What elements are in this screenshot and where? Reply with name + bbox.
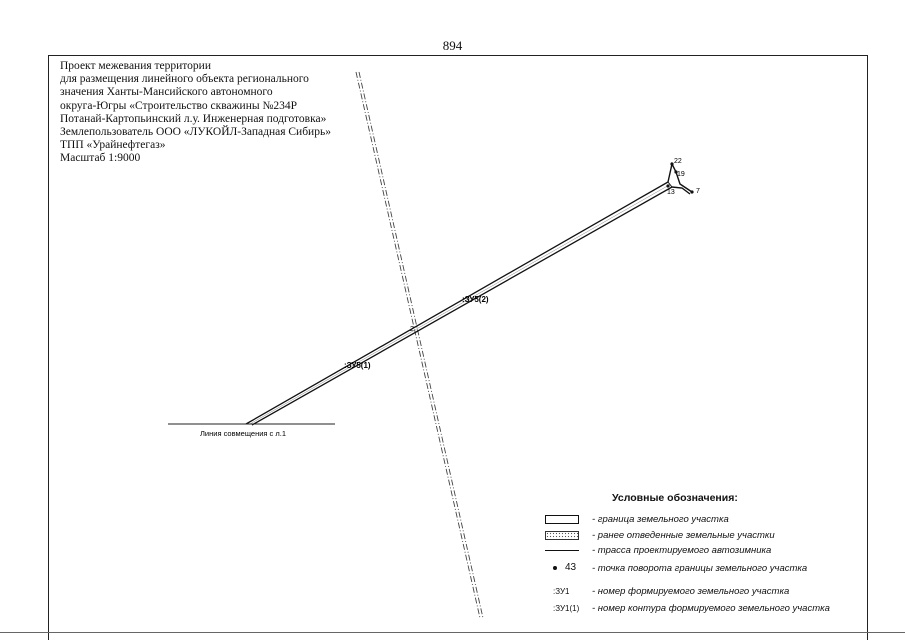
turning-point xyxy=(690,190,693,193)
turning-point-symbol xyxy=(553,566,557,570)
info-line: Масштаб 1:9000 xyxy=(60,152,141,165)
previous-plots-symbol xyxy=(545,531,579,540)
point-number: 13 xyxy=(667,189,675,196)
point-number: 7 xyxy=(696,188,700,195)
info-line: Землепользователь ООО «ЛУКОЙЛ-Западная Сибирь» xyxy=(60,126,331,139)
info-line: Проект межевания территории xyxy=(60,60,211,72)
legend-item-label: - трасса проектируемого автозимника xyxy=(592,545,772,556)
land-plot-boundary xyxy=(246,182,672,425)
info-line: ТПП «Урайнефтегаз» xyxy=(60,139,166,152)
plot-boundary-symbol xyxy=(545,515,579,524)
existing-road xyxy=(356,72,483,618)
legend-item-label: - точка поворота границы земельного участка xyxy=(592,563,808,574)
info-line: Потанай-Картопьинский л.у. Инженерная подготовка» xyxy=(60,112,327,125)
point-number: 22 xyxy=(674,158,682,165)
legend-item-label: - номер формируемого земельного участка xyxy=(592,586,790,597)
match-line-label: Линия совмещения с л.1 xyxy=(200,429,287,438)
info-line: значения Ханты-Мансийского автономного xyxy=(60,86,273,99)
road-route-symbol xyxy=(545,550,579,551)
turning-point-sample-number: 43 xyxy=(565,562,577,573)
plot-contour-label-1: :ЗУ5(1) xyxy=(344,361,371,370)
legend-item-label: - номер контура формируемого земельного участка xyxy=(592,603,830,614)
legend-item-label: - граница земельного участка xyxy=(592,514,729,525)
legend-item-label: - ранее отведенные земельные участки xyxy=(592,530,775,541)
plot-contour-label-2: :ЗУ5(2) xyxy=(462,295,489,304)
point-number: 19 xyxy=(677,171,685,178)
junction-label: 2 xyxy=(410,326,414,333)
info-line: округа-Югры «Строительство скважины №234Р xyxy=(60,99,298,112)
bottom-rule xyxy=(0,632,905,633)
legend-title: Условные обозначения: xyxy=(612,492,738,504)
contour-number-symbol: :ЗУ1(1) xyxy=(553,604,580,613)
info-line: для размещения линейного объекта регионального xyxy=(60,73,309,86)
page-number: 894 xyxy=(442,38,463,53)
turning-point xyxy=(666,184,669,187)
plot-number-symbol: :ЗУ1 xyxy=(553,587,570,596)
